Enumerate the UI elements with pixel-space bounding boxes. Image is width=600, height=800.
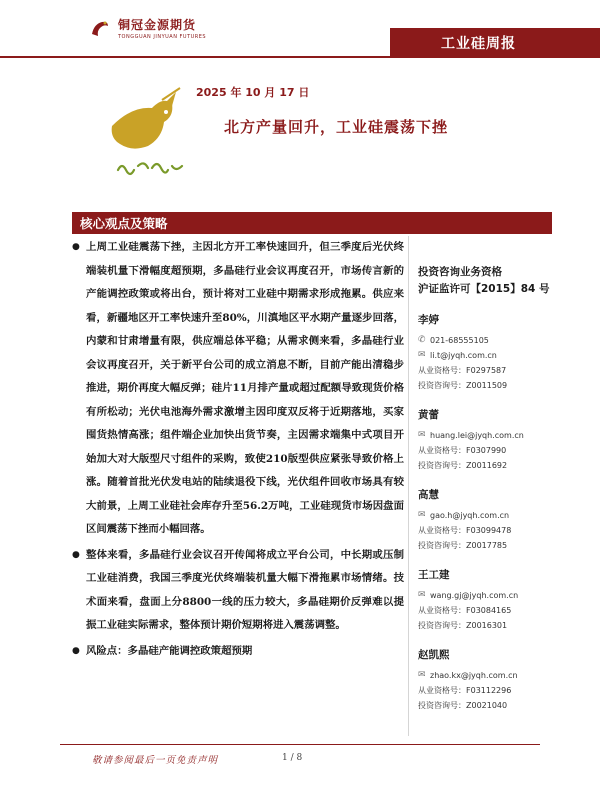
paragraph [72, 544, 404, 638]
analyst-card [418, 567, 570, 633]
logo-mark-icon [88, 16, 112, 40]
analyst-phone: 021-68555105 [430, 336, 489, 345]
phone-icon: ✆ [418, 335, 426, 345]
footer-divider [60, 744, 540, 745]
section-title: 核心观点及策略 [80, 216, 168, 231]
logo-subtext: TONGGUAN JINYUAN FUTURES [118, 34, 207, 40]
bullet-icon: ● [72, 549, 80, 560]
logo-text: 铜冠金源期货 [118, 18, 197, 32]
analyst-name: 李婷 [418, 314, 439, 326]
page-header [0, 0, 600, 60]
report-title: 北方产量回升，工业硅震荡下挫 [224, 118, 449, 136]
section-header [72, 212, 552, 234]
analyst-name: 高慧 [418, 489, 439, 501]
analyst-card [418, 647, 570, 713]
license-line: 投资咨询业务资格 [418, 266, 502, 278]
footer-disclaimer: 敬请参阅最后一页免责声明 [92, 755, 219, 766]
analyst-card [418, 487, 570, 553]
emblem-text: 铜冠金源 [102, 86, 106, 87]
license-line: 沪证监许可【2015】84 号 [418, 283, 550, 295]
analyst-email[interactable]: huang.lei@jyqh.com.cn [430, 431, 524, 440]
analyst-card [418, 312, 570, 393]
report-type-badge [390, 28, 600, 58]
analyst-invest-cert: 投资咨询号：Z0011509 [418, 381, 508, 390]
email-icon: ✉ [418, 670, 426, 680]
analyst-email[interactable]: zhao.kx@jyqh.com.cn [430, 671, 518, 680]
analyst-name: 黄蕾 [418, 409, 439, 421]
bullet-icon: ● [72, 242, 80, 252]
company-logo [88, 16, 206, 40]
analyst-sidebar [418, 236, 570, 713]
analyst-email-row[interactable] [418, 668, 570, 683]
analyst-email[interactable]: wang.gj@jyqh.com.cn [430, 591, 519, 600]
page-number: 1 / 8 [282, 753, 303, 763]
analyst-email-row[interactable] [418, 508, 570, 523]
main-content [72, 236, 404, 665]
header-divider [0, 56, 600, 58]
paragraph-text: 上周工业硅震荡下挫，主因北方开工率快速回升，但三季度后光伏终端装机量下滑幅度超预期，多晶硅行业会议再度召开，市场传言新的产能调控政策或将出台，预计将对工业硅中期需求形成拖累。供应来看，新疆地区开工率快速升至80%，川滇地区平水期产量逐步回落，内蒙和甘肃增量有限，供应端总体平稳；从需求侧来看，多晶硅行业会议再度召开，关于新平台公司的成立消息不断，目前产能出清稳步推进，期价再度大幅反弹；硅片11月排产量或超过配额导致现货价格有所松动；光伏电池海外需求激增主因印度双反将于近期落地，买家囤货热情高涨；组件端企业加快出货节奏，主因需求端集中式项目开始加大对大版型尺寸组件的采购，致使210版型供应紧张导致价格上涨。随着首批光伏发电站的陆续退役下线，光伏组件回收市场具有较大前景，上周工业硅社会库存升至56.2万吨，工业硅现货市场因盘面区间震荡下挫而小幅回落。 [86, 241, 404, 535]
license-info [418, 264, 570, 298]
analyst-cert: 从业资格号：F0307990 [418, 446, 507, 455]
analyst-cert: 从业资格号：F0297587 [418, 366, 507, 375]
analyst-cert: 从业资格号：F03112296 [418, 686, 512, 695]
paragraph-text: 风险点：多晶硅产能调控政策超预期 [86, 644, 253, 657]
analyst-email[interactable]: gao.h@jyqh.com.cn [430, 511, 510, 520]
analyst-email[interactable]: li.t@jyqh.com.cn [430, 351, 497, 360]
analyst-invest-cert: 投资咨询号：Z0021040 [418, 701, 508, 710]
analyst-cert: 从业资格号：F03084165 [418, 606, 512, 615]
analyst-name: 赵凯熙 [418, 649, 450, 661]
email-icon: ✉ [418, 350, 426, 360]
report-type-label: 工业硅周报 [441, 36, 516, 52]
analyst-card [418, 407, 570, 473]
analyst-phone-row [418, 333, 570, 348]
analyst-name: 王工建 [418, 569, 450, 581]
email-icon: ✉ [418, 430, 426, 440]
bullet-icon: ● [72, 645, 80, 656]
email-icon: ✉ [418, 590, 426, 600]
analyst-cert: 从业资格号：F03099478 [418, 526, 512, 535]
analyst-invest-cert: 投资咨询号：Z0017785 [418, 541, 508, 550]
analyst-email-row[interactable] [418, 588, 570, 603]
report-date: 2025 年 10 月 17 日 [196, 86, 310, 99]
analyst-invest-cert: 投资咨询号：Z0016301 [418, 621, 508, 630]
company-emblem-icon [102, 86, 202, 196]
analyst-invest-cert: 投资咨询号：Z0011692 [418, 461, 508, 470]
analyst-email-row[interactable] [418, 348, 570, 363]
paragraph-text: 整体来看，多晶硅行业会议召开传闻将成立平台公司，中长期或压制工业硅消费，我国三季度光伏终端装机量大幅下滑拖累市场情绪。技术面来看，盘面上分8800一线的压力较大，多晶硅期价反弹难以提振工业硅实际需求，整体预计期价短期将进入震荡调整。 [86, 548, 404, 631]
paragraph [72, 236, 404, 542]
email-icon: ✉ [418, 510, 426, 520]
analyst-email-row[interactable] [418, 428, 570, 443]
column-divider [408, 236, 409, 736]
paragraph [72, 640, 404, 664]
